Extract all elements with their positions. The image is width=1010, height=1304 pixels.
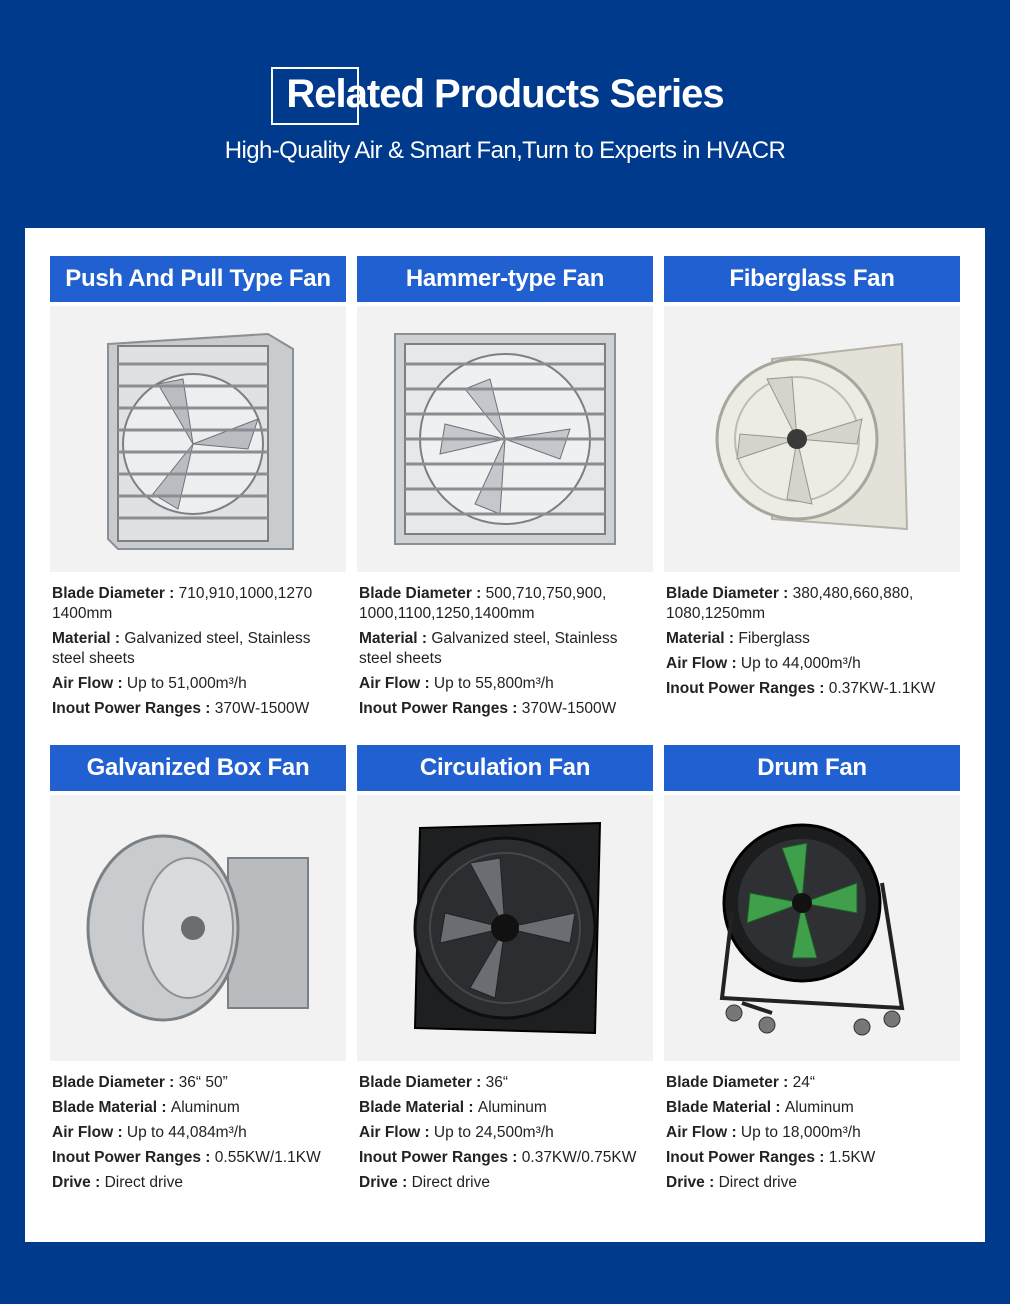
spec-air-flow: Air Flow : Up to 44,000m³/h — [666, 655, 861, 672]
spec-air-flow: Air Flow : Up to 18,000m³/h — [666, 1124, 861, 1141]
product-card-drum[interactable] — [664, 745, 960, 1198]
fiberglass-cone-fan-image[interactable] — [664, 306, 960, 572]
spec-drive: Drive : Direct drive — [666, 1174, 797, 1191]
spec-power-ranges: Inout Power Ranges : 0.37KW/0.75KW — [359, 1149, 637, 1166]
product-title[interactable]: Fiberglass Fan — [664, 256, 960, 302]
product-title[interactable]: Drum Fan — [664, 745, 960, 791]
spec-blade-material: Blade Material : Aluminum — [666, 1099, 854, 1116]
spec-power-ranges: Inout Power Ranges : 370W-1500W — [359, 700, 617, 717]
spec-air-flow: Air Flow : Up to 44,084m³/h — [52, 1124, 247, 1141]
spec-list — [357, 584, 653, 719]
product-card-fiberglass[interactable] — [664, 256, 960, 704]
product-card-circulation[interactable] — [357, 745, 653, 1198]
box-fan-with-shutters-image[interactable] — [357, 306, 653, 572]
products-panel — [25, 228, 985, 1242]
spec-blade-diameter: Blade Diameter : 710,910,1000,1270 1400mm — [52, 585, 313, 622]
spec-power-ranges: Inout Power Ranges : 370W-1500W — [52, 700, 310, 717]
product-title[interactable]: Hammer-type Fan — [357, 256, 653, 302]
spec-blade-material: Blade Material : Aluminum — [359, 1099, 547, 1116]
spec-list — [357, 1073, 653, 1193]
product-card-hammer-type[interactable] — [357, 256, 653, 724]
page-title: Related Products Series — [286, 72, 724, 116]
spec-material: Material : Galvanized steel, Stainless steel sheets — [359, 630, 618, 667]
spec-blade-material: Blade Material : Aluminum — [52, 1099, 240, 1116]
product-card-push-and-pull[interactable] — [50, 256, 346, 724]
header — [0, 0, 1010, 228]
spec-air-flow: Air Flow : Up to 51,000m³/h — [52, 675, 247, 692]
spec-list — [50, 584, 346, 719]
spec-blade-diameter: Blade Diameter : 36“ — [359, 1074, 509, 1091]
spec-list — [664, 584, 960, 699]
spec-blade-diameter: Blade Diameter : 36“ 50” — [52, 1074, 228, 1091]
spec-list — [50, 1073, 346, 1193]
spec-blade-diameter: Blade Diameter : 380,480,660,880, 1080,1250mm — [666, 585, 914, 622]
spec-blade-diameter: Blade Diameter : 24“ — [666, 1074, 816, 1091]
black-circulation-fan-image[interactable] — [357, 795, 653, 1061]
product-title[interactable]: Circulation Fan — [357, 745, 653, 791]
spec-material: Material : Galvanized steel, Stainless steel sheets — [52, 630, 311, 667]
drum-fan-on-wheels-image[interactable] — [664, 795, 960, 1061]
spec-blade-diameter: Blade Diameter : 500,710,750,900, 1000,1100,1250,1400mm — [359, 585, 607, 622]
product-title[interactable]: Push And Pull Type Fan — [50, 256, 346, 302]
product-card-galvanized-box[interactable] — [50, 745, 346, 1198]
spec-drive: Drive : Direct drive — [52, 1174, 183, 1191]
spec-list — [664, 1073, 960, 1193]
spec-material: Material : Fiberglass — [666, 630, 810, 647]
spec-power-ranges: Inout Power Ranges : 0.55KW/1.1KW — [52, 1149, 321, 1166]
page-subtitle: High-Quality Air & Smart Fan,Turn to Experts in HVACR — [224, 137, 786, 164]
box-fan-with-shutters-image[interactable] — [50, 306, 346, 572]
product-title[interactable]: Galvanized Box Fan — [50, 745, 346, 791]
spec-power-ranges: Inout Power Ranges : 0.37KW-1.1KW — [666, 680, 936, 697]
spec-drive: Drive : Direct drive — [359, 1174, 490, 1191]
spec-air-flow: Air Flow : Up to 55,800m³/h — [359, 675, 554, 692]
spec-air-flow: Air Flow : Up to 24,500m³/h — [359, 1124, 554, 1141]
cone-box-fan-image[interactable] — [50, 795, 346, 1061]
spec-power-ranges: Inout Power Ranges : 1.5KW — [666, 1149, 876, 1166]
